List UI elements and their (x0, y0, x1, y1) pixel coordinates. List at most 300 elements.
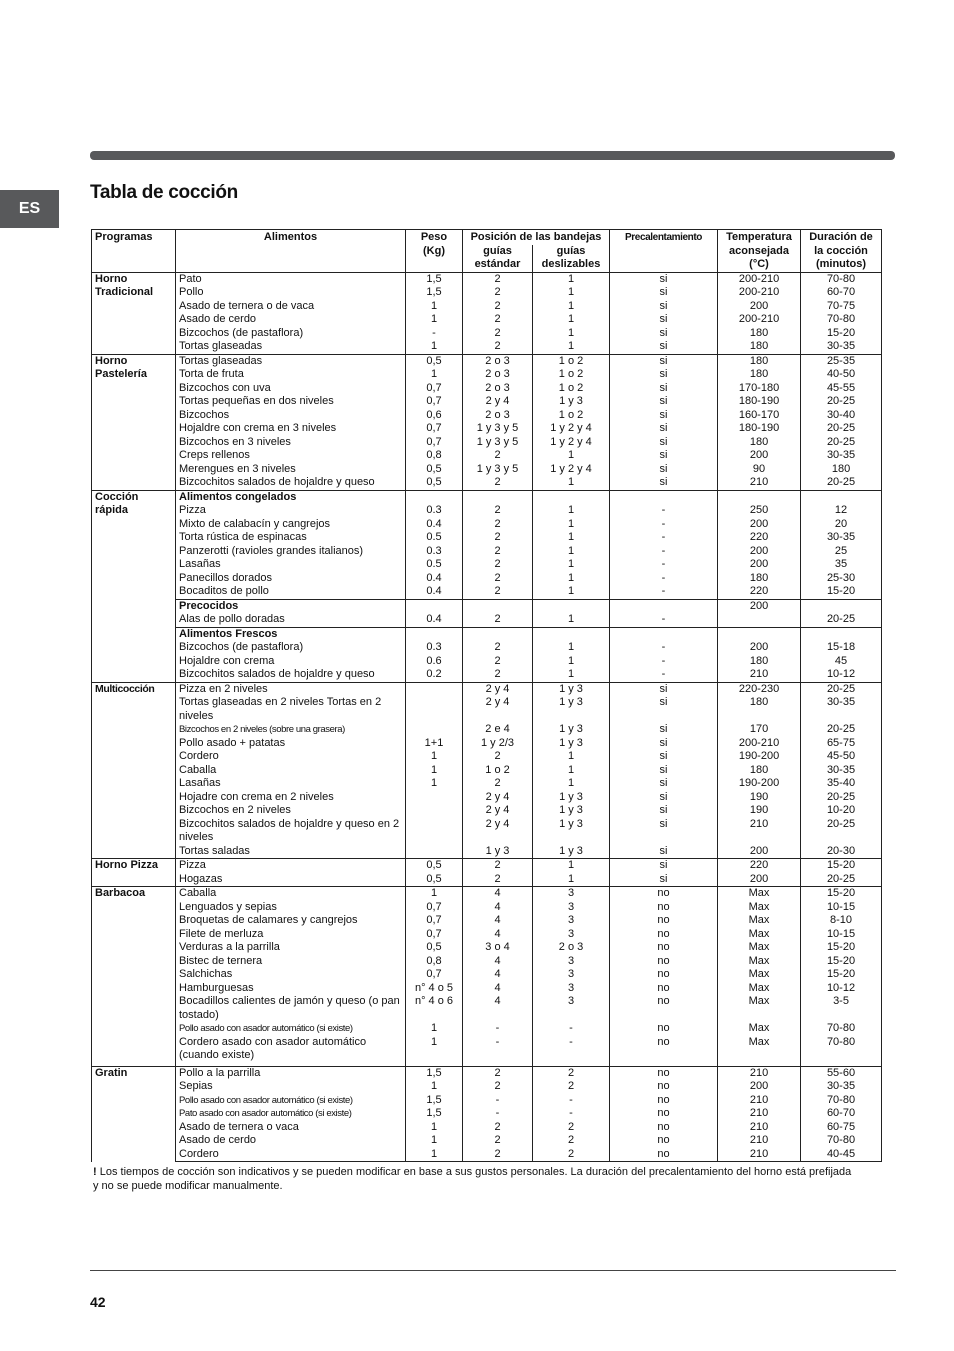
food-name: Bizcochos (de pastaflora) (176, 327, 406, 341)
cell-dur: 180 (801, 463, 882, 477)
cell-desl: 1 y 3 (533, 395, 610, 409)
footnote (93, 1166, 853, 1193)
cell-dur: 15-20 (801, 327, 882, 341)
cell-pre: si (610, 409, 718, 423)
cell-peso: 0,7 (406, 914, 463, 928)
table-row (92, 682, 882, 696)
cell-peso: 0,5 (406, 873, 463, 887)
cell-dur: 60-75 (801, 1121, 882, 1135)
cell-std: 4 (463, 995, 533, 1022)
cell-pre: no (610, 1107, 718, 1121)
cell-dur: 30-35 (801, 340, 882, 354)
food-name: Pollo asado con asador automático (si existe) (176, 1022, 406, 1036)
cell-desl: 2 (533, 1148, 610, 1162)
table-row (92, 1107, 882, 1121)
cell-pre: no (610, 1094, 718, 1108)
cell-dur: 15-20 (801, 859, 882, 873)
table-row (92, 955, 882, 969)
food-name: Bocaditos de pollo (176, 585, 406, 599)
cell-pre: no (610, 982, 718, 996)
cell-peso: 1 (406, 1080, 463, 1094)
cell-dur: 10-15 (801, 928, 882, 942)
cell-temp: 220 (718, 585, 801, 599)
cell-std (463, 599, 533, 613)
cell-temp: 210 (718, 668, 801, 682)
cell-dur: 20-25 (801, 791, 882, 805)
cell-std: 2 (463, 518, 533, 532)
cell-pre: si (610, 340, 718, 354)
cell-temp: 200-210 (718, 313, 801, 327)
cell-peso: 1 (406, 750, 463, 764)
cell-dur: 65-75 (801, 737, 882, 751)
cell-std: - (463, 1022, 533, 1036)
program-name: Multicocción (92, 682, 176, 859)
cell-dur: 30-35 (801, 531, 882, 545)
cell-dur: 20-25 (801, 682, 882, 696)
cell-pre: - (610, 504, 718, 518)
cell-std: 4 (463, 914, 533, 928)
cell-peso: 0,5 (406, 941, 463, 955)
table-row (92, 313, 882, 327)
cell-desl: 3 (533, 982, 610, 996)
food-name: Pato (176, 272, 406, 286)
cell-desl: 1 (533, 641, 610, 655)
cell-pre: no (610, 1036, 718, 1067)
cell-temp: 180 (718, 354, 801, 368)
cell-dur: 30-35 (801, 764, 882, 778)
cell-temp: 200 (718, 1080, 801, 1094)
cell-desl: 2 (533, 1121, 610, 1135)
cell-peso: 1 (406, 1148, 463, 1162)
food-name: Bizcochitos salados de hojaldre y queso en 2 niveles (176, 818, 406, 845)
cell-std: 2 (463, 327, 533, 341)
food-name: Pato asado con asador automático (si existe) (176, 1107, 406, 1121)
cell-temp: 220 (718, 859, 801, 873)
note-text: Los tiempos de cocción son indicativos y se pueden modificar en base a sus gustos personales. La duración del precalentamiento del horno está prefijada y no se puede modificar manualmente. (93, 1166, 852, 1192)
food-name: Pollo (176, 286, 406, 300)
food-name: Alas de pollo doradas (176, 613, 406, 627)
cell-dur: 70-80 (801, 1022, 882, 1036)
cell-dur: 20-25 (801, 873, 882, 887)
cell-dur (801, 490, 882, 504)
cell-dur: 45 (801, 655, 882, 669)
cell-std: 2 o 3 (463, 409, 533, 423)
table-row (92, 422, 882, 436)
cell-std: 2 y 4 (463, 791, 533, 805)
cell-pre: si (610, 696, 718, 723)
cell-dur (801, 627, 882, 641)
cell-temp: 180 (718, 368, 801, 382)
cell-desl: 3 (533, 901, 610, 915)
cell-pre: no (610, 1121, 718, 1135)
table-row (92, 1121, 882, 1135)
cell-temp: 210 (718, 1066, 801, 1080)
cell-peso: 0,5 (406, 463, 463, 477)
table-row (92, 585, 882, 599)
cell-dur: 70-80 (801, 1036, 882, 1067)
header-posicion: Posición de las bandejas (463, 230, 610, 245)
food-name: Cordero asado con asador automático (cuando existe) (176, 1036, 406, 1067)
cell-dur: 15-20 (801, 585, 882, 599)
cell-temp: 180 (718, 340, 801, 354)
table-row (92, 558, 882, 572)
program-name: Cocción rápida (92, 490, 176, 682)
food-name: Tortas glaseadas (176, 340, 406, 354)
cell-peso: 0.4 (406, 613, 463, 627)
cell-desl: 1 (533, 327, 610, 341)
cell-dur: 70-80 (801, 272, 882, 286)
cell-desl: 1 (533, 655, 610, 669)
table-row (92, 531, 882, 545)
cell-temp: 170 (718, 723, 801, 737)
cell-dur: 12 (801, 504, 882, 518)
cell-pre: si (610, 422, 718, 436)
cell-dur: 15-20 (801, 955, 882, 969)
cell-peso: 1 (406, 1022, 463, 1036)
cell-temp: 200 (718, 873, 801, 887)
language-tab: ES (0, 190, 59, 228)
cell-temp: 210 (718, 1121, 801, 1135)
cell-peso: 0,7 (406, 395, 463, 409)
food-name: Verduras a la parrilla (176, 941, 406, 955)
cell-peso: n° 4 o 5 (406, 982, 463, 996)
food-name: Asado de cerdo (176, 313, 406, 327)
cell-desl: 1 (533, 449, 610, 463)
cell-dur: 20 (801, 518, 882, 532)
food-name: Caballa (176, 764, 406, 778)
cell-std: 2 y 4 (463, 682, 533, 696)
cell-temp: 200 (718, 845, 801, 859)
cell-desl: 1 (533, 313, 610, 327)
food-name: Pizza en 2 niveles (176, 682, 406, 696)
table-row (92, 641, 882, 655)
food-name: Hamburguesas (176, 982, 406, 996)
food-name: Lenguados y sepias (176, 901, 406, 915)
header-programas: Programas (92, 230, 176, 273)
table-row (92, 382, 882, 396)
food-name: Bizcochos en 2 niveles (176, 804, 406, 818)
cell-std: 2 (463, 300, 533, 314)
table-row (92, 300, 882, 314)
cell-std: 2 (463, 873, 533, 887)
cell-pre (610, 627, 718, 641)
food-name: Asado de ternera o de vaca (176, 300, 406, 314)
food-name: Hojaldre con crema en 3 niveles (176, 422, 406, 436)
cell-pre: si (610, 873, 718, 887)
program-group (92, 490, 882, 682)
cell-dur: 10-20 (801, 804, 882, 818)
program-name: Barbacoa (92, 887, 176, 1067)
cell-pre: si (610, 313, 718, 327)
cell-desl: 1 y 2 y 4 (533, 436, 610, 450)
header-temperatura: Temperatura aconsejada (°C) (718, 230, 801, 273)
cell-dur: 25-35 (801, 354, 882, 368)
food-name: Asado de ternera o vaca (176, 1121, 406, 1135)
cell-desl: 1 y 2 y 4 (533, 463, 610, 477)
table-row (92, 914, 882, 928)
table-row (92, 941, 882, 955)
cell-temp: 200 (718, 449, 801, 463)
cell-peso: 0,5 (406, 476, 463, 490)
cell-dur: 60-70 (801, 1107, 882, 1121)
cell-peso: 1 (406, 340, 463, 354)
cell-dur: 20-25 (801, 613, 882, 627)
program-name: Horno Pastelería (92, 354, 176, 490)
cell-std: 2 (463, 531, 533, 545)
cell-pre: si (610, 723, 718, 737)
cell-dur: 15-20 (801, 941, 882, 955)
table-row (92, 490, 882, 504)
cell-std: 2 (463, 1148, 533, 1162)
cell-temp: 180 (718, 764, 801, 778)
cell-std: 2 (463, 859, 533, 873)
cell-temp: Max (718, 941, 801, 955)
cell-temp: 190-200 (718, 750, 801, 764)
cell-temp: Max (718, 901, 801, 915)
table-row (92, 1094, 882, 1108)
cell-desl: 1 (533, 764, 610, 778)
cell-pre: si (610, 791, 718, 805)
cell-pre (610, 490, 718, 504)
program-group (92, 859, 882, 887)
cell-std: 2 (463, 655, 533, 669)
cell-desl: 3 (533, 914, 610, 928)
table-row (92, 928, 882, 942)
cell-peso: 0,7 (406, 422, 463, 436)
cell-desl: 3 (533, 968, 610, 982)
table-row (92, 545, 882, 559)
cell-pre: si (610, 818, 718, 845)
food-name: Hogazas (176, 873, 406, 887)
table-row (92, 627, 882, 641)
table-row (92, 368, 882, 382)
cell-std: 2 (463, 286, 533, 300)
food-name: Merengues en 3 niveles (176, 463, 406, 477)
cell-std: 2 (463, 777, 533, 791)
cell-dur: 15-20 (801, 968, 882, 982)
cell-peso: 0.4 (406, 585, 463, 599)
cell-temp: 200 (718, 300, 801, 314)
cell-std: 1 o 2 (463, 764, 533, 778)
cell-dur: 20-25 (801, 476, 882, 490)
cell-pre: si (610, 682, 718, 696)
cell-pre: - (610, 668, 718, 682)
cell-pre: no (610, 887, 718, 901)
cell-std: 2 (463, 558, 533, 572)
cell-temp: Max (718, 914, 801, 928)
cell-desl: 3 (533, 995, 610, 1022)
cell-temp: Max (718, 887, 801, 901)
table-row (92, 572, 882, 586)
food-name: Bistec de ternera (176, 955, 406, 969)
cell-dur: 70-80 (801, 1094, 882, 1108)
cell-desl: 1 (533, 777, 610, 791)
cell-pre: - (610, 585, 718, 599)
table-row (92, 696, 882, 723)
cell-temp: 170-180 (718, 382, 801, 396)
table-row (92, 1022, 882, 1036)
cell-std: 1 y 3 (463, 845, 533, 859)
cell-desl: 2 o 3 (533, 941, 610, 955)
cell-temp: Max (718, 955, 801, 969)
table-row (92, 995, 882, 1022)
table-row (92, 859, 882, 873)
cell-pre: - (610, 531, 718, 545)
program-group (92, 354, 882, 490)
cell-dur: 45-50 (801, 750, 882, 764)
cell-std: 1 y 3 y 5 (463, 463, 533, 477)
cell-temp (718, 613, 801, 627)
food-name: Pollo a la parrilla (176, 1066, 406, 1080)
table-row (92, 968, 882, 982)
cell-std: 4 (463, 968, 533, 982)
cell-std: 2 (463, 750, 533, 764)
cell-peso: 0.6 (406, 655, 463, 669)
cell-pre: si (610, 382, 718, 396)
cell-peso: 1 (406, 313, 463, 327)
cell-dur: 10-15 (801, 901, 882, 915)
table-row (92, 873, 882, 887)
cell-std: 4 (463, 982, 533, 996)
table-row (92, 804, 882, 818)
page-number: 42 (90, 1294, 106, 1310)
cell-peso: 1,5 (406, 272, 463, 286)
cell-temp: 180 (718, 327, 801, 341)
cell-temp (718, 490, 801, 504)
cell-temp: 210 (718, 1107, 801, 1121)
table-row (92, 409, 882, 423)
cell-temp: 190 (718, 804, 801, 818)
cell-dur: 8-10 (801, 914, 882, 928)
cell-std: - (463, 1107, 533, 1121)
cell-desl: 1 (533, 750, 610, 764)
cell-desl: 1 (533, 585, 610, 599)
cell-pre: no (610, 995, 718, 1022)
cell-dur: 25-30 (801, 572, 882, 586)
cell-std: 2 (463, 476, 533, 490)
food-name: Panzerotti (ravioles grandes italianos) (176, 545, 406, 559)
cell-desl: 3 (533, 928, 610, 942)
table-row (92, 750, 882, 764)
cell-desl: 1 y 2 y 4 (533, 422, 610, 436)
food-name: Alimentos Frescos (176, 627, 406, 641)
cell-temp: 250 (718, 504, 801, 518)
cell-std: 2 o 3 (463, 382, 533, 396)
cell-dur: 40-50 (801, 368, 882, 382)
cell-desl: 1 (533, 668, 610, 682)
cell-temp: 220 (718, 531, 801, 545)
cell-temp: 180-190 (718, 422, 801, 436)
cell-temp: 210 (718, 1094, 801, 1108)
cell-desl: 1 y 3 (533, 818, 610, 845)
table-row (92, 982, 882, 996)
table-row (92, 818, 882, 845)
cell-pre: si (610, 436, 718, 450)
food-name: Alimentos congelados (176, 490, 406, 504)
food-name: Cordero (176, 1148, 406, 1162)
cell-dur: 60-70 (801, 286, 882, 300)
cell-desl: 1 (533, 531, 610, 545)
cell-std: 2 (463, 1080, 533, 1094)
cell-std: 1 y 2/3 (463, 737, 533, 751)
cell-desl: 1 (533, 504, 610, 518)
table-row (92, 737, 882, 751)
cell-pre: no (610, 1080, 718, 1094)
food-name: Bizcochos (176, 409, 406, 423)
food-name: Mixto de calabacín y cangrejos (176, 518, 406, 532)
page-title: Tabla de cocción (90, 182, 238, 203)
cell-pre: si (610, 764, 718, 778)
cell-std: 2 y 4 (463, 818, 533, 845)
cell-desl: 1 y 3 (533, 737, 610, 751)
food-name: Tortas saladas (176, 845, 406, 859)
cell-peso: 0.3 (406, 504, 463, 518)
cell-dur: 35 (801, 558, 882, 572)
cell-dur: 10-12 (801, 982, 882, 996)
cell-pre: si (610, 750, 718, 764)
food-name: Bizcochitos salados de hojaldre y queso (176, 668, 406, 682)
footer-rule (90, 1270, 896, 1271)
cell-std: - (463, 1036, 533, 1067)
cell-desl: - (533, 1094, 610, 1108)
cell-temp: 190-200 (718, 777, 801, 791)
cell-temp: 90 (718, 463, 801, 477)
cell-peso: 0,5 (406, 354, 463, 368)
cell-peso: 1 (406, 368, 463, 382)
table-row (92, 613, 882, 627)
cell-std: 2 e 4 (463, 723, 533, 737)
cell-pre: no (610, 901, 718, 915)
cell-peso: 0.5 (406, 531, 463, 545)
cell-desl: 1 y 3 (533, 845, 610, 859)
cell-peso (406, 696, 463, 723)
food-name: Precocidos (176, 599, 406, 613)
cell-desl: 1 (533, 558, 610, 572)
cell-desl: 1 (533, 859, 610, 873)
food-name: Broquetas de calamares y cangrejos (176, 914, 406, 928)
food-name: Tortas glaseadas en 2 niveles Tortas en 2 niveles (176, 696, 406, 723)
cell-dur: 30-35 (801, 696, 882, 723)
cell-desl: - (533, 1022, 610, 1036)
cell-peso: 0,6 (406, 409, 463, 423)
table-row (92, 463, 882, 477)
header-guias-estandar: guías estándar (463, 245, 533, 273)
food-name: Torta de fruta (176, 368, 406, 382)
cell-std: 2 (463, 572, 533, 586)
cell-temp: 180 (718, 655, 801, 669)
food-name: Bizcochos con uva (176, 382, 406, 396)
cell-peso: - (406, 327, 463, 341)
cell-peso (406, 845, 463, 859)
table-row (92, 1134, 882, 1148)
cell-peso: 0,8 (406, 955, 463, 969)
cell-std: 2 y 4 (463, 804, 533, 818)
cell-peso: 1,5 (406, 1066, 463, 1080)
cell-peso: 0,7 (406, 968, 463, 982)
cell-dur: 30-35 (801, 449, 882, 463)
cell-pre: no (610, 1022, 718, 1036)
cell-peso (406, 723, 463, 737)
cell-pre: - (610, 572, 718, 586)
cell-dur: 70-75 (801, 300, 882, 314)
cell-peso (406, 682, 463, 696)
table-row (92, 286, 882, 300)
cell-dur: 20-30 (801, 845, 882, 859)
food-name: Caballa (176, 887, 406, 901)
cell-peso: 1 (406, 300, 463, 314)
cell-desl: 1 y 3 (533, 723, 610, 737)
cell-desl: 1 (533, 613, 610, 627)
